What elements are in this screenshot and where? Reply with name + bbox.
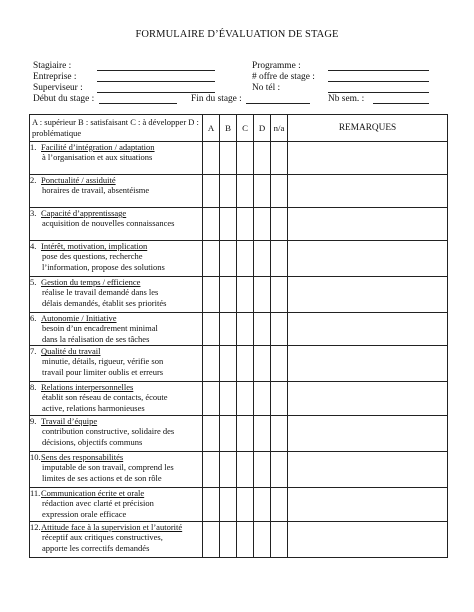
- criterion-number: 11.: [30, 488, 41, 498]
- remarks-cell[interactable]: [288, 416, 448, 452]
- rating-cell-b[interactable]: [220, 208, 237, 241]
- criterion-name: Relations interpersonnelles: [41, 382, 134, 392]
- rating-cell-b[interactable]: [220, 277, 237, 313]
- criterion-name: Gestion du temps / efficience: [41, 277, 141, 287]
- rating-cell-a[interactable]: [203, 241, 220, 277]
- remarks-cell[interactable]: [288, 382, 448, 416]
- criterion-cell: [30, 208, 203, 241]
- rating-cell-na[interactable]: [271, 313, 288, 346]
- criterion-description: [30, 426, 202, 447]
- criterion-row: [30, 175, 448, 208]
- description-line: apporte les correctifs demandés: [42, 542, 150, 553]
- criterion-cell: [30, 382, 203, 416]
- criterion-cell: [30, 452, 203, 488]
- rating-cell-d[interactable]: [254, 175, 271, 208]
- rating-cell-na[interactable]: [271, 346, 288, 382]
- criterion-number: 12.: [30, 522, 41, 532]
- criterion-row: [30, 277, 448, 313]
- criterion-cell: [30, 346, 203, 382]
- criterion-name: Communication écrite et orale: [41, 488, 145, 498]
- criterion-cell: [30, 241, 203, 277]
- col-header-b: B: [220, 115, 237, 142]
- remarks-cell[interactable]: [288, 277, 448, 313]
- offre-stage-field[interactable]: [328, 81, 429, 82]
- rating-cell-na[interactable]: [271, 175, 288, 208]
- criterion-row: [30, 382, 448, 416]
- rating-cell-d[interactable]: [254, 346, 271, 382]
- criterion-description: [30, 251, 202, 272]
- rating-cell-a[interactable]: [203, 522, 220, 558]
- rating-cell-b[interactable]: [220, 522, 237, 558]
- criterion-description: [30, 498, 202, 519]
- description-line: expression orale efficace: [42, 508, 127, 519]
- criterion-name: Facilité d’intégration / adaptation: [41, 142, 155, 152]
- label-entreprise: Entreprise :: [33, 72, 77, 82]
- criterion-description: [30, 356, 202, 377]
- rating-cell-d[interactable]: [254, 313, 271, 346]
- criterion-row: [30, 488, 448, 522]
- rating-cell-c[interactable]: [237, 175, 254, 208]
- rating-cell-c[interactable]: [237, 277, 254, 313]
- no-tel-field[interactable]: [328, 92, 429, 93]
- rating-cell-c[interactable]: [237, 452, 254, 488]
- description-line: limites de ses actions et de son rôle: [42, 472, 162, 483]
- rating-cell-b[interactable]: [220, 346, 237, 382]
- remarks-cell[interactable]: [288, 488, 448, 522]
- col-header-remarques: REMARQUES: [288, 115, 448, 142]
- rating-cell-c[interactable]: [237, 488, 254, 522]
- criterion-description: [30, 323, 202, 344]
- criterion-row: [30, 522, 448, 558]
- rating-cell-a[interactable]: [203, 142, 220, 175]
- col-header-d: D: [254, 115, 271, 142]
- form-title: FORMULAIRE D’ÉVALUATION DE STAGE: [135, 29, 339, 40]
- rating-cell-b[interactable]: [220, 142, 237, 175]
- legend-line-2: C : à développer D : problématique: [32, 117, 199, 138]
- remarks-cell[interactable]: [288, 522, 448, 558]
- rating-cell-na[interactable]: [271, 488, 288, 522]
- rating-cell-a[interactable]: [203, 313, 220, 346]
- description-line: délais demandés, établit ses priorités: [42, 297, 167, 308]
- col-header-a: A: [203, 115, 220, 142]
- nb-semaines-field[interactable]: [373, 103, 429, 104]
- criterion-name: Attitude face à la supervision et l’autorité: [41, 522, 183, 532]
- criterion-number: 10.: [30, 452, 41, 462]
- rating-cell-d[interactable]: [254, 208, 271, 241]
- rating-cell-d[interactable]: [254, 277, 271, 313]
- criterion-name: Sens des responsabilités: [41, 452, 124, 462]
- rating-cell-na[interactable]: [271, 241, 288, 277]
- rating-cell-a[interactable]: [203, 416, 220, 452]
- rating-cell-d[interactable]: [254, 382, 271, 416]
- description-line: horaires de travail, absentéisme: [42, 185, 150, 196]
- criterion-cell: [30, 522, 203, 558]
- description-line: pose des questions, recherche: [42, 251, 143, 262]
- rating-cell-d[interactable]: [254, 522, 271, 558]
- criterion-description: [30, 392, 202, 413]
- label-no-tel: No tél :: [252, 83, 281, 93]
- criterion-cell: [30, 488, 203, 522]
- rating-cell-a[interactable]: [203, 346, 220, 382]
- label-nb-semaines: Nb sem. :: [328, 94, 365, 104]
- criterion-number: 6.: [30, 313, 37, 323]
- criterion-description: [30, 532, 202, 553]
- rating-cell-c[interactable]: [237, 382, 254, 416]
- criterion-name: Capacité d’apprentissage: [41, 208, 127, 218]
- criterion-row: [30, 313, 448, 346]
- remarks-cell[interactable]: [288, 241, 448, 277]
- rating-cell-b[interactable]: [220, 313, 237, 346]
- rating-cell-c[interactable]: [237, 241, 254, 277]
- rating-cell-na[interactable]: [271, 416, 288, 452]
- description-line: contribution constructive, solidaire des: [42, 426, 175, 437]
- description-line: établit son réseau de contacts, écoute: [42, 392, 168, 403]
- criterion-description: [30, 152, 202, 162]
- label-debut-stage: Début du stage :: [33, 94, 95, 104]
- entreprise-field[interactable]: [97, 81, 215, 82]
- criterion-row: [30, 241, 448, 277]
- description-line: active, relations harmonieuses: [42, 402, 145, 413]
- criterion-description: [30, 218, 202, 228]
- remarks-cell[interactable]: [288, 142, 448, 175]
- rating-cell-c[interactable]: [237, 313, 254, 346]
- criterion-cell: [30, 175, 203, 208]
- fin-stage-field[interactable]: [246, 103, 310, 104]
- criterion-number: 1.: [30, 142, 37, 152]
- rating-cell-na[interactable]: [271, 277, 288, 313]
- description-line: dans la réalisation de ses tâches: [42, 333, 150, 344]
- rating-cell-b[interactable]: [220, 452, 237, 488]
- criterion-row: [30, 416, 448, 452]
- rating-cell-c[interactable]: [237, 416, 254, 452]
- rating-legend: [30, 115, 203, 142]
- description-line: travail pour limiter oublis et erreurs: [42, 366, 164, 377]
- rating-cell-a[interactable]: [203, 277, 220, 313]
- rating-cell-c[interactable]: [237, 142, 254, 175]
- criterion-cell: [30, 416, 203, 452]
- remarks-cell[interactable]: [288, 208, 448, 241]
- description-line: décisions, objectifs communs: [42, 436, 143, 447]
- criterion-number: 9.: [30, 416, 37, 426]
- criterion-cell: [30, 277, 203, 313]
- rating-cell-na[interactable]: [271, 452, 288, 488]
- col-header-na: n/a: [271, 115, 288, 142]
- legend-line-1: A : supérieur B : satisfaisant: [32, 117, 129, 127]
- criterion-name: Ponctualité / assiduité: [41, 175, 116, 185]
- description-line: besoin d’un encadrement minimal: [42, 323, 158, 334]
- label-stagiaire: Stagiaire :: [33, 61, 72, 71]
- criterion-name: Travail d’équipe: [41, 416, 98, 426]
- remarks-cell[interactable]: [288, 175, 448, 208]
- label-programme: Programme :: [252, 61, 301, 71]
- criterion-row: [30, 208, 448, 241]
- legend-row: [30, 115, 448, 142]
- criterion-number: 8.: [30, 382, 37, 392]
- criterion-description: [30, 287, 202, 308]
- rating-cell-b[interactable]: [220, 241, 237, 277]
- label-superviseur: Superviseur :: [33, 83, 83, 93]
- rating-cell-na[interactable]: [271, 142, 288, 175]
- debut-stage-field[interactable]: [99, 103, 177, 104]
- criterion-number: 5.: [30, 277, 37, 287]
- rating-cell-c[interactable]: [237, 208, 254, 241]
- rating-cell-d[interactable]: [254, 416, 271, 452]
- criterion-number: 2.: [30, 175, 37, 185]
- rating-cell-na[interactable]: [271, 522, 288, 558]
- label-fin-stage: Fin du stage :: [191, 94, 242, 104]
- description-line: l’information, propose des solutions: [42, 261, 165, 272]
- rating-cell-c[interactable]: [237, 522, 254, 558]
- criterion-number: 7.: [30, 346, 37, 356]
- criterion-number: 3.: [30, 208, 37, 218]
- criterion-number: 4.: [30, 241, 37, 251]
- rating-cell-b[interactable]: [220, 416, 237, 452]
- criterion-row: [30, 452, 448, 488]
- rating-cell-d[interactable]: [254, 452, 271, 488]
- rating-cell-b[interactable]: [220, 382, 237, 416]
- criterion-name: Intérêt, motivation, implication: [41, 241, 148, 251]
- col-header-c: C: [237, 115, 254, 142]
- rating-cell-b[interactable]: [220, 175, 237, 208]
- evaluation-table: [29, 114, 448, 558]
- criterion-row: [30, 142, 448, 175]
- criterion-name: Autonomie / Initiative: [41, 313, 117, 323]
- rating-cell-na[interactable]: [271, 382, 288, 416]
- criterion-cell: [30, 313, 203, 346]
- criterion-description: [30, 185, 202, 195]
- rating-cell-d[interactable]: [254, 488, 271, 522]
- programme-field[interactable]: [328, 70, 429, 71]
- stagiaire-field[interactable]: [97, 70, 215, 71]
- label-offre-stage: # offre de stage :: [252, 72, 315, 82]
- rating-cell-d[interactable]: [254, 142, 271, 175]
- criterion-row: [30, 346, 448, 382]
- rating-cell-a[interactable]: [203, 208, 220, 241]
- description-line: minutie, détails, rigueur, vérifie son: [42, 356, 164, 367]
- remarks-cell[interactable]: [288, 313, 448, 346]
- criterion-description: [30, 462, 202, 483]
- description-line: réceptif aux critiques constructives,: [42, 532, 163, 543]
- rating-cell-a[interactable]: [203, 452, 220, 488]
- criterion-name: Qualité du travail: [41, 346, 101, 356]
- description-line: à l’organisation et aux situations: [42, 152, 153, 163]
- rating-cell-a[interactable]: [203, 382, 220, 416]
- description-line: rédaction avec clarté et précision: [42, 498, 154, 509]
- description-line: imputable de son travail, comprend les: [42, 462, 174, 473]
- rating-cell-a[interactable]: [203, 175, 220, 208]
- description-line: acquisition de nouvelles connaissances: [42, 218, 175, 229]
- remarks-cell[interactable]: [288, 346, 448, 382]
- rating-cell-d[interactable]: [254, 241, 271, 277]
- rating-cell-c[interactable]: [237, 346, 254, 382]
- description-line: réalise le travail demandé dans les: [42, 287, 159, 298]
- superviseur-field[interactable]: [97, 92, 215, 93]
- rating-cell-a[interactable]: [203, 488, 220, 522]
- criterion-cell: [30, 142, 203, 175]
- rating-cell-na[interactable]: [271, 208, 288, 241]
- remarks-cell[interactable]: [288, 452, 448, 488]
- rating-cell-b[interactable]: [220, 488, 237, 522]
